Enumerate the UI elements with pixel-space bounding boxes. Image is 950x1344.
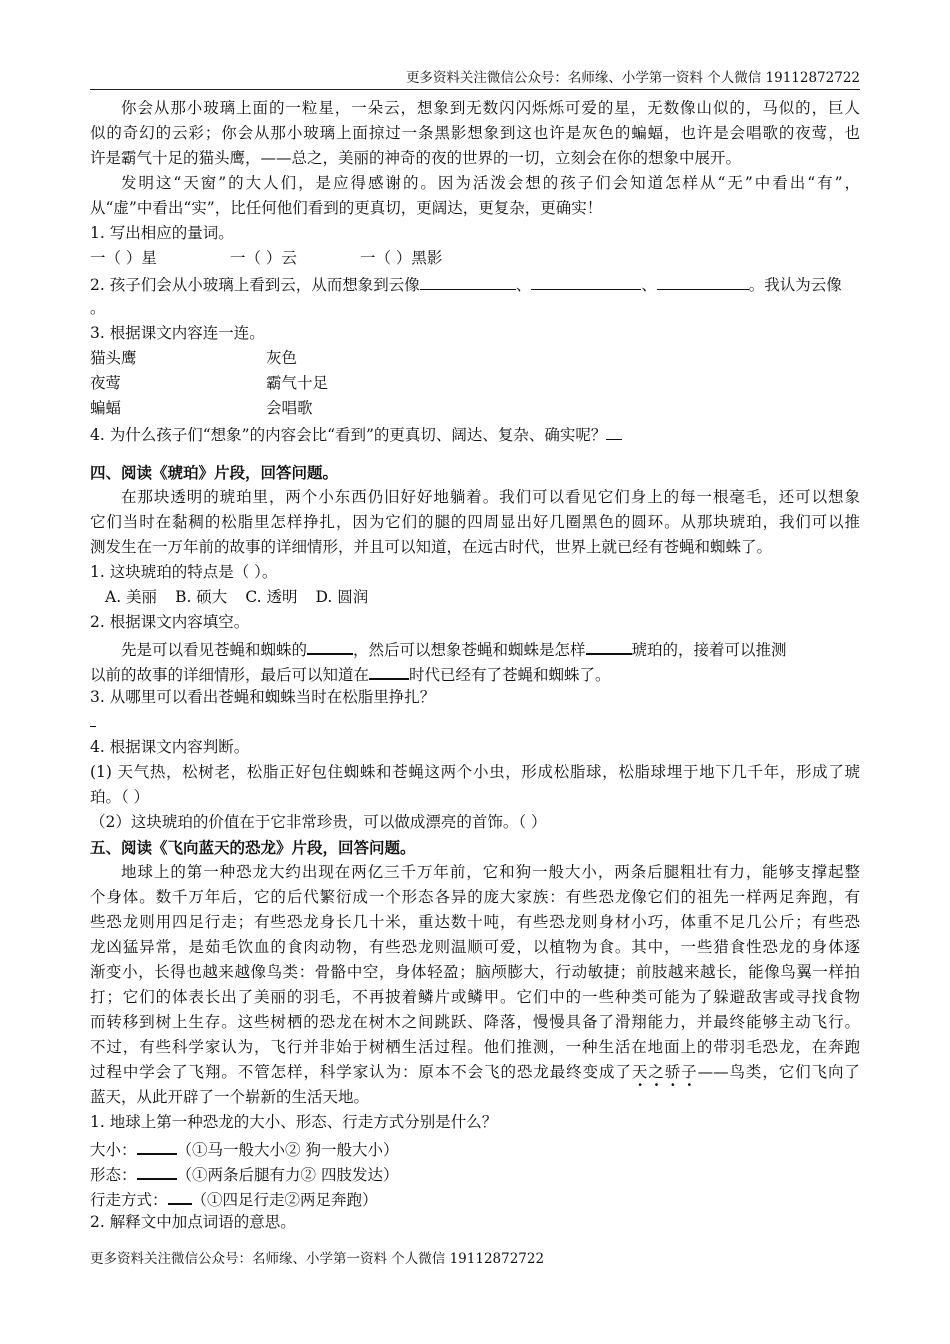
fill-line-1 (90, 635, 860, 660)
question-4 (90, 421, 860, 446)
form-label: 形态： (90, 1166, 137, 1184)
passage-line: 打；它们的体表长出了美丽的羽毛，不再披着鳞片或鳞甲。它们中的一些种类可能为了躲避敌害或寻找食物 (90, 988, 860, 1006)
passage-line: 发明这“天窗”的大人们，是应得感谢的。因为活泼会想的孩子们会知道怎样从“无”中看出“有”， (121, 174, 860, 192)
answer-blank[interactable] (586, 635, 632, 655)
fill-text: 以前的故事的详细情形，最后可以知道在 (90, 666, 370, 684)
passage-line: 些恐龙则用四足行走；有些恐龙身长几十米，重达数十吨，有些恐龙则身材小巧，体重不足几公斤；有些恐 (90, 913, 860, 931)
question-2-line2: 。 (90, 299, 106, 317)
walk-row (90, 1185, 860, 1210)
match-right[interactable]: 会唱歌 (266, 399, 313, 417)
dotted-char: 之 (648, 1063, 665, 1081)
blank-star[interactable]: 一（ ）星 (90, 249, 157, 267)
section-5-title: 五、阅读《飞向蓝天的恐龙》片段，回答问题。 (90, 838, 416, 857)
walk-blank[interactable] (168, 1185, 192, 1205)
passage-text: ——鸟类，它们飞向了 (697, 1063, 860, 1081)
question-1: 1. 地球上第一种恐龙的大小、形态、行走方式分别是什么？ (90, 1113, 498, 1131)
match-right[interactable]: 霸气十足 (266, 374, 329, 392)
answer-blank[interactable] (531, 271, 641, 290)
form-options: （①两条后腿有力② 四肢发达） (176, 1166, 399, 1184)
options-row (90, 585, 860, 610)
passage-line: 渐变小，长得也越来越像鸟类：骨骼中空，身体轻盈；脑颅膨大，行动敏捷；前肢越来越长，能像鸟翼一样拍 (90, 963, 860, 981)
option-d[interactable]: D. 圆润 (315, 588, 369, 606)
page-header: 更多资料关注微信公众号：名师缘、小学第一资料 个人微信 19112872722 (90, 66, 860, 90)
judge-1-line: (1) 天气热，松树老，松脂正好包住蜘蛛和苍蝇这两个小虫，形成松脂球，松脂球埋于地下几千年，形成了琥 (90, 763, 860, 781)
question-1: 1. 这块琥珀的特点是（ ）。 (90, 563, 278, 581)
passage-text: 过程中学会了飞翔。不管怎样，科学家认为：原本不会飞的恐龙最终变成了 (90, 1063, 632, 1081)
match-row (90, 371, 860, 396)
fill-line-2 (90, 660, 860, 685)
passage-line: 你会从那小玻璃上面的一粒星，一朵云，想象到无数闪闪烁烁可爱的星，无数像山似的，马似的，巨人 (121, 99, 860, 117)
fill-text: 时代已经有了苍蝇和蜘蛛了。 (409, 666, 611, 684)
option-a[interactable]: A. 美丽 (105, 588, 158, 606)
size-options: （①马一般大小② 狗一般大小） (176, 1141, 399, 1159)
question-2: 2. 根据课文内容填空。 (90, 613, 250, 631)
passage-line: 许是霸气十足的猫头鹰，——总之，美丽的神奇的夜的世界的一切，立刻会在你的想象中展开。 (90, 149, 742, 167)
blank-shadow[interactable]: 一（ ）黑影 (360, 249, 443, 267)
match-row (90, 346, 860, 371)
match-left[interactable]: 猫头鹰 (90, 349, 137, 367)
answer-blank[interactable] (369, 660, 409, 680)
passage-line: 地球上的第一种恐龙大约出现在两亿三千万年前，它和狗一般大小，两条后腿粗壮有力，能够支撑起整 (121, 863, 860, 881)
question-4: 4. 根据课文内容判断。 (90, 738, 250, 756)
answer-line-mark (90, 714, 96, 727)
answer-blank[interactable] (420, 271, 516, 290)
fill-text: ，然后可以想象苍蝇和蜘蛛是怎样 (353, 641, 586, 659)
question-2: 2. 解释文中加点词语的意思。 (90, 1213, 296, 1231)
passage-line: 它们当时在黏稠的松脂里怎样挣扎，因为它们的腿的四周显出好几圈黑色的圆环。从那块琥珀，我们可以推 (90, 513, 860, 531)
walk-options: （①四足行走②两足奔跑） (191, 1191, 378, 1209)
passage-line: 在那块透明的琥珀里，两个小东西仍旧好好地躺着。我们可以看见它们身上的每一根毫毛，还可以想象 (121, 488, 860, 506)
form-blank[interactable] (137, 1160, 177, 1180)
section-4-title: 四、阅读《琥珀》片段，回答问题。 (90, 463, 339, 482)
passage-line: 不过，有些科学家认为，飞行并非始于树栖生活过程。他们推测，一种生活在地面上的带羽毛恐龙，在奔跑 (90, 1038, 860, 1056)
walk-label: 行走方式： (90, 1191, 168, 1209)
separator: 、 (641, 276, 657, 294)
answer-blank[interactable] (606, 421, 622, 440)
dotted-char: 子 (681, 1063, 698, 1081)
passage-line: 个身体。数千万年后，它的后代繁衍成一个形态各异的庞大家族：有些恐龙像它们的祖先一样两足奔跑，有 (90, 888, 860, 906)
form-row (90, 1160, 860, 1185)
passage-line: 蓝天，从此开辟了一个崭新的生活天地。 (90, 1088, 370, 1106)
judge-2[interactable]: （2）这块琥珀的价值在于它非常珍贵，可以做成漂亮的首饰。（ ） (90, 813, 547, 831)
passage-line: 似的奇幻的云彩；你会从那小玻璃上面掠过一条黑影想象到这也许是灰色的蝙蝠，也许是会唱歌的夜莺，也 (90, 124, 860, 142)
size-label: 大小： (90, 1141, 137, 1159)
answer-blank[interactable] (657, 271, 749, 290)
question-2-text: 2. 孩子们会从小玻璃上看到云，从而想象到云像 (90, 276, 420, 294)
passage-line (90, 1060, 860, 1085)
option-b[interactable]: B. 硕大 (175, 588, 228, 606)
passage-line: 而转移到树上生存。这些树栖的恐龙在树木之间跳跃、降落，慢慢具备了滑翔能力，并最终能够主动飞行。 (90, 1013, 860, 1031)
dotted-char: 天 (631, 1063, 649, 1081)
question-1: 1. 写出相应的量词。 (90, 224, 234, 242)
question-4-text: 4. 为什么孩子们“想象”的内容会比“看到”的更真切、阔达、复杂、确实呢？ (90, 426, 607, 444)
question-2-tail: 。我认为云像 (748, 276, 842, 294)
blank-cloud[interactable]: 一（ ）云 (230, 249, 297, 267)
question-3: 3. 根据课文内容连一连。 (90, 324, 265, 342)
passage-line: 测发生在一万年前的故事的详细情形，并且可以知道，在远古时代，世界上就已经有苍蝇和蜘蛛了。 (90, 538, 773, 556)
match-left[interactable]: 蝙蝠 (90, 399, 122, 417)
option-c[interactable]: C. 透明 (245, 588, 298, 606)
fill-text: 先是可以看见苍蝇和蜘蛛的 (121, 641, 308, 659)
size-row (90, 1135, 860, 1160)
match-row (90, 396, 860, 421)
quantifier-blanks (90, 246, 860, 271)
fill-text: 琥珀的，接着可以推测 (631, 641, 787, 659)
match-left[interactable]: 夜莺 (90, 374, 122, 392)
match-right[interactable]: 灰色 (266, 349, 298, 367)
dotted-char: 骄 (664, 1063, 682, 1081)
passage-line: 龙凶猛异常，是茹毛饮血的食肉动物，有些恐龙则温顺可爱，以植物为食。其中，一些猎食性恐龙的身体逐 (90, 938, 860, 956)
question-3: 3. 从哪里可以看出苍蝇和蜘蛛当时在松脂里挣扎？ (90, 688, 436, 706)
answer-blank[interactable] (307, 635, 353, 655)
page-content (90, 96, 860, 1235)
answer-area[interactable] (90, 710, 860, 735)
size-blank[interactable] (137, 1135, 177, 1155)
judge-1-line2[interactable]: 珀。（ ） (90, 788, 150, 806)
page-footer: 更多资料关注微信公众号：名师缘、小学第一资料 个人微信 19112872722 (90, 1251, 545, 1267)
passage-line: 从“虚”中看出“实”，比任何他们看到的更真切，更阔达，更复杂，更确实！ (90, 199, 603, 217)
question-2 (90, 271, 860, 296)
separator: 、 (515, 276, 532, 294)
